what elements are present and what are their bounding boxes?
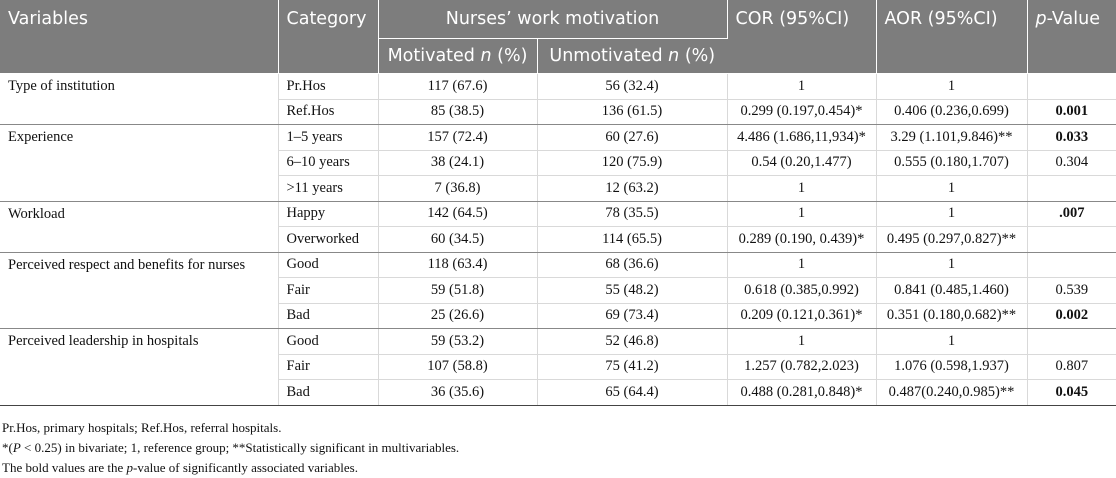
table-body [0,74,1116,406]
cell-p-value: 0.807 [1027,354,1116,380]
cell-p-value: 0.539 [1027,278,1116,304]
cell-category: Good [278,329,378,355]
cell-aor: 1 [876,329,1027,355]
cell-cor: 1 [727,329,876,355]
cell-cor: 0.618 (0.385,0.992) [727,278,876,304]
table-row [0,252,1116,278]
cell-aor: 3.29 (1.101,9.846)** [876,125,1027,151]
cell-variable: Perceived respect and benefits for nurses [0,252,278,329]
cell-motivated: 157 (72.4) [378,125,537,151]
cell-aor: 0.495 (0.297,0.827)** [876,227,1027,253]
cell-cor: 0.488 (0.281,0.848)* [727,380,876,406]
cell-motivated: 59 (51.8) [378,278,537,304]
cell-variable: Perceived leadership in hospitals [0,329,278,406]
cell-aor: 0.406 (0.236,0.699) [876,99,1027,125]
header-aor: AOR (95%CI) [876,0,1027,74]
cell-unmotivated: 56 (32.4) [537,74,727,100]
cell-unmotivated: 136 (61.5) [537,99,727,125]
cell-category: Pr.Hos [278,74,378,100]
cell-category: >11 years [278,176,378,202]
cell-p-value: 0.304 [1027,150,1116,176]
cell-p-value [1027,329,1116,355]
cell-aor: 0.351 (0.180,0.682)** [876,303,1027,329]
cell-category: Fair [278,354,378,380]
cell-motivated: 7 (36.8) [378,176,537,202]
cell-variable: Experience [0,125,278,202]
cell-motivated: 118 (63.4) [378,252,537,278]
cell-cor: 1 [727,201,876,227]
cell-unmotivated: 68 (36.6) [537,252,727,278]
cell-category: 1–5 years [278,125,378,151]
cell-motivated: 59 (53.2) [378,329,537,355]
cell-category: Bad [278,303,378,329]
cell-category: Overworked [278,227,378,253]
cell-category: 6–10 years [278,150,378,176]
cell-cor: 1 [727,176,876,202]
cell-cor: 0.299 (0.197,0.454)* [727,99,876,125]
table-header [0,0,1116,74]
cell-aor: 0.555 (0.180,1.707) [876,150,1027,176]
cell-unmotivated: 60 (27.6) [537,125,727,151]
cell-unmotivated: 120 (75.9) [537,150,727,176]
cell-motivated: 85 (38.5) [378,99,537,125]
cell-category: Ref.Hos [278,99,378,125]
cell-unmotivated: 52 (46.8) [537,329,727,355]
cell-unmotivated: 55 (48.2) [537,278,727,304]
cell-unmotivated: 78 (35.5) [537,201,727,227]
cell-aor: 0.487(0.240,0.985)** [876,380,1027,406]
cell-p-value: .007 [1027,201,1116,227]
table-row [0,201,1116,227]
footnote-abbreviations: Pr.Hos, primary hospitals; Ref.Hos, referral hospitals. [2,419,282,435]
cell-variable: Workload [0,201,278,252]
table-footnotes [0,418,1116,478]
cell-category: Good [278,252,378,278]
cell-cor: 1.257 (0.782,2.023) [727,354,876,380]
cell-motivated: 25 (26.6) [378,303,537,329]
cell-motivated: 117 (67.6) [378,74,537,100]
cell-variable: Type of institution [0,74,278,125]
cell-aor: 1 [876,252,1027,278]
cell-unmotivated: 114 (65.5) [537,227,727,253]
cell-p-value: 0.033 [1027,125,1116,151]
cell-aor: 0.841 (0.485,1.460) [876,278,1027,304]
header-cor: COR (95%CI) [727,0,876,74]
cell-p-value: 0.045 [1027,380,1116,406]
cell-unmotivated: 69 (73.4) [537,303,727,329]
table-row [0,125,1116,151]
cell-p-value: 0.001 [1027,99,1116,125]
header-p-value: p-Value [1027,0,1116,74]
cell-unmotivated: 65 (64.4) [537,380,727,406]
cell-cor: 1 [727,252,876,278]
cell-aor: 1 [876,74,1027,100]
header-category: Category [278,0,378,74]
cell-motivated: 36 (35.6) [378,380,537,406]
cell-cor: 1 [727,74,876,100]
cell-category: Happy [278,201,378,227]
cell-aor: 1 [876,176,1027,202]
cell-p-value [1027,74,1116,100]
footnote-bold-values: The bold values are the p-value of significantly associated variables. [2,459,358,475]
header-work-motivation: Nurses’ work motivation [378,0,727,39]
header-unmotivated: Unmotivated n (%) [537,39,727,74]
cell-p-value [1027,176,1116,202]
cell-cor: 0.289 (0.190, 0.439)* [727,227,876,253]
header-variables: Variables [0,0,278,74]
cell-p-value [1027,252,1116,278]
cell-unmotivated: 75 (41.2) [537,354,727,380]
cell-motivated: 38 (24.1) [378,150,537,176]
header-motivated: Motivated n (%) [378,39,537,74]
cell-cor: 4.486 (1.686,11,934)* [727,125,876,151]
cell-category: Bad [278,380,378,406]
cell-category: Fair [278,278,378,304]
cell-aor: 1 [876,201,1027,227]
cell-motivated: 107 (58.8) [378,354,537,380]
table-row [0,74,1116,100]
cell-motivated: 60 (34.5) [378,227,537,253]
cell-aor: 1.076 (0.598,1.937) [876,354,1027,380]
cell-cor: 0.54 (0.20,1.477) [727,150,876,176]
cell-p-value [1027,227,1116,253]
table-row [0,329,1116,355]
cell-motivated: 142 (64.5) [378,201,537,227]
cell-cor: 0.209 (0.121,0.361)* [727,303,876,329]
cell-p-value: 0.002 [1027,303,1116,329]
footnote-significance: *(P < 0.25) in bivariate; 1, reference group; **Statistically significant in multivariables. [2,439,460,455]
cell-unmotivated: 12 (63.2) [537,176,727,202]
